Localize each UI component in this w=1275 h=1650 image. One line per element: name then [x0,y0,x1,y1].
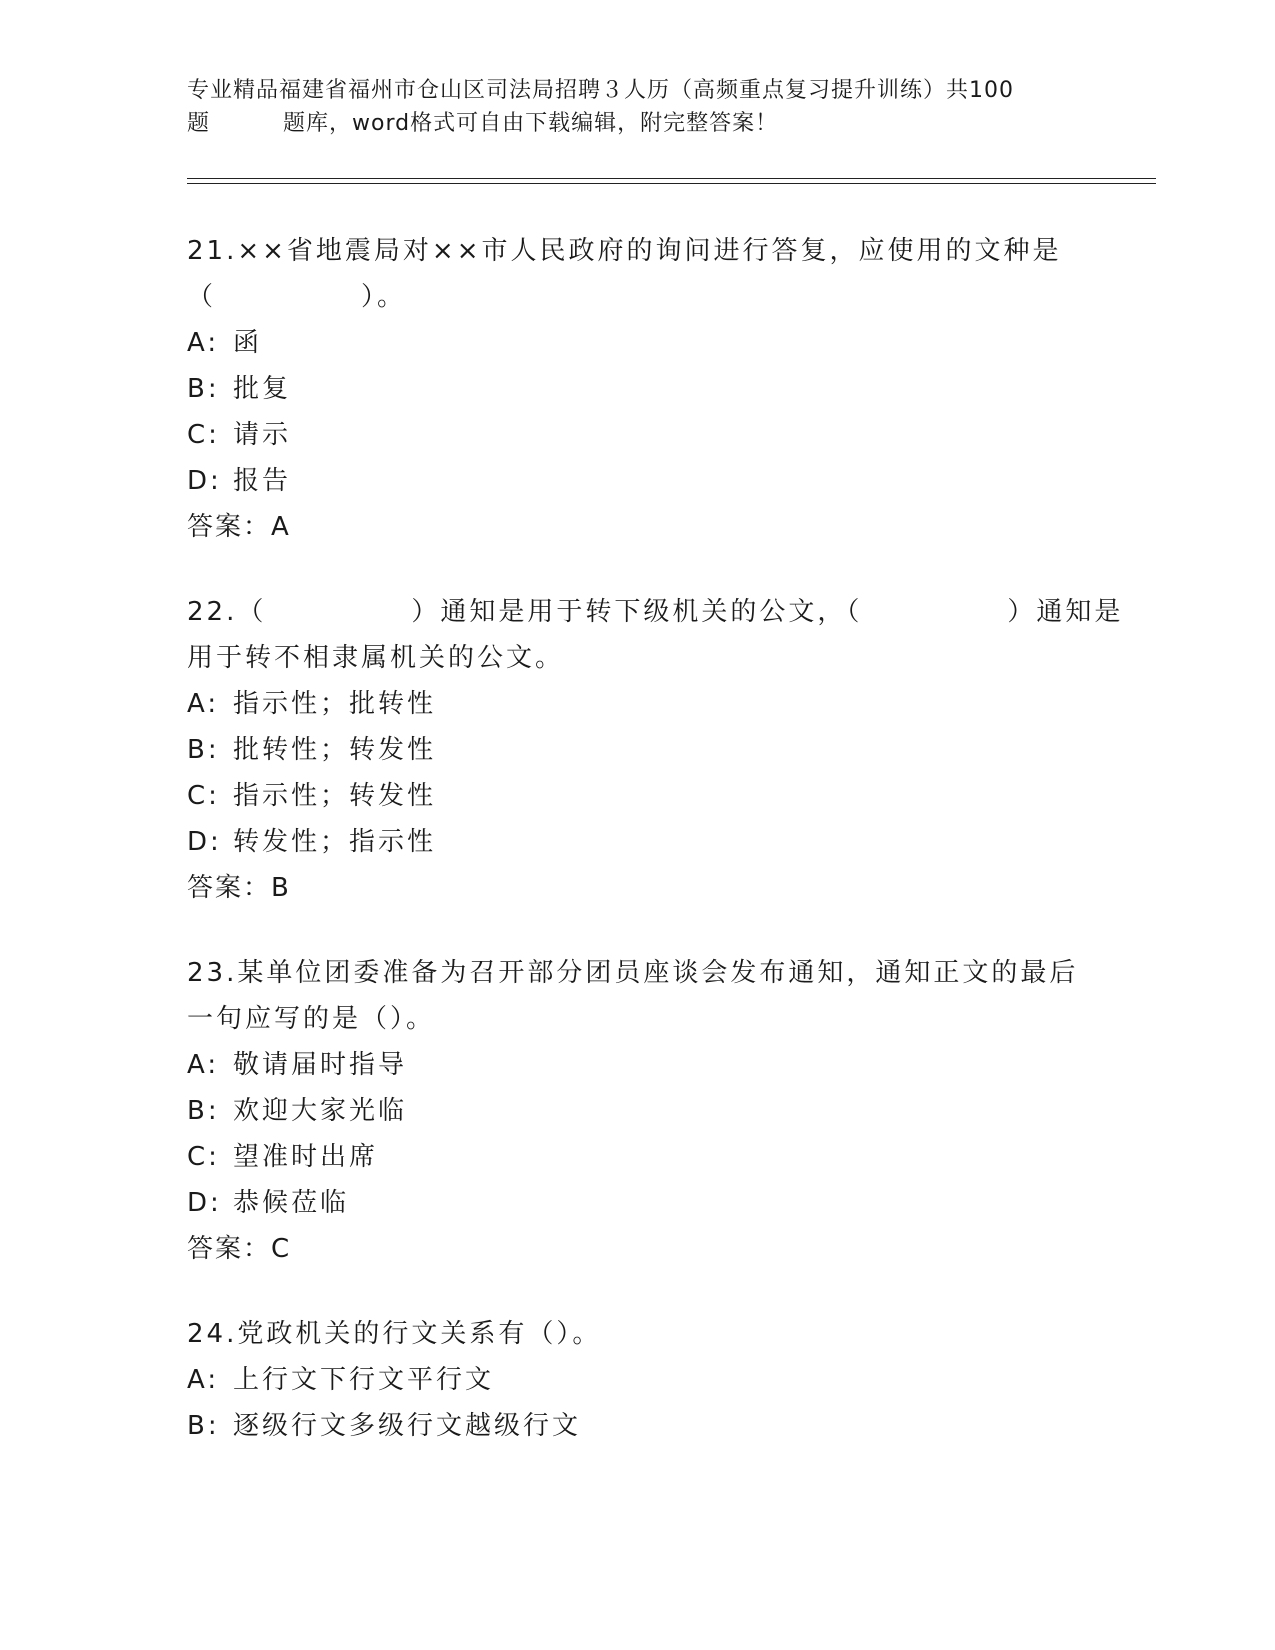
question-stem: 21.××省地震局对××市人民政府的询问进行答复，应使用的文种是 [187,236,1062,266]
header-title-line2-left: 题 [187,111,211,136]
option-text: 望准时出席 [233,1142,379,1172]
option-letter: C: [187,1142,220,1172]
option-text: 转发性；指示性 [233,827,437,857]
question-stem: 24.党政机关的行文关系有（）。 [187,1319,602,1349]
option-letter: D: [187,1188,222,1218]
option-b [187,727,1087,773]
header-rule-top [187,178,1156,179]
option-a [187,681,1087,727]
answer-line: 答案：A [187,512,291,542]
option-letter: B: [187,735,220,765]
option-text: 函 [233,328,263,358]
option-letter: B: [187,1096,220,1126]
header-rule-bottom [187,183,1156,184]
option-letter: A: [187,1365,220,1395]
question-24 [187,1311,1087,1449]
option-b [187,1403,1087,1449]
question-stem-continued: 用于转不相隶属机关的公文。 [187,643,565,673]
option-text: 欢迎大家光临 [233,1096,408,1126]
header-title-line2 [187,107,1087,140]
option-text: 批转性；转发性 [233,735,437,765]
option-text: 请示 [233,420,292,450]
option-text: 上行文下行文平行文 [233,1365,495,1395]
option-letter: A: [187,328,220,358]
option-text: 指示性；批转性 [233,689,437,719]
option-letter: A: [187,689,220,719]
option-a [187,320,1087,366]
option-letter: B: [187,374,220,404]
option-letter: C: [187,781,220,811]
option-d [187,819,1087,865]
option-text: 敬请届时指导 [233,1050,408,1080]
option-text: 批复 [233,374,292,404]
option-c [187,1134,1087,1180]
question-stem: 23.某单位团委准备为召开部分团员座谈会发布通知，通知正文的最后 [187,958,1079,988]
option-a [187,1042,1087,1088]
answer-line: 答案：B [187,873,291,903]
question-22 [187,589,1124,911]
option-a [187,1357,1087,1403]
question-23 [187,950,1087,1272]
option-text: 指示性；转发性 [233,781,437,811]
option-letter: C: [187,420,220,450]
question-stem: 22.（ ）通知是用于转下级机关的公文，（ ）通知是 [187,597,1124,627]
option-text: 恭候莅临 [233,1188,350,1218]
question-stem-continued: 一句应写的是（）。 [187,1004,436,1034]
answer-line: 答案：C [187,1234,292,1264]
question-stem-continued: （ ）。 [187,282,407,312]
option-c [187,412,1087,458]
option-letter: D: [187,466,222,496]
option-text: 逐级行文多级行文越级行文 [233,1411,582,1441]
question-21 [187,228,1087,550]
option-b [187,1088,1087,1134]
header-title-line1: 专业精品福建省福州市仓山区司法局招聘３人历（高频重点复习提升训练）共100 [187,78,1014,103]
option-letter: B: [187,1411,220,1441]
option-text: 报告 [233,466,292,496]
option-letter: A: [187,1050,220,1080]
option-c [187,773,1087,819]
option-d [187,458,1087,504]
option-letter: D: [187,827,222,857]
header-title-line2-right: 题库，word格式可自由下载编辑，附完整答案！ [283,111,779,136]
option-b [187,366,1087,412]
option-d [187,1180,1087,1226]
document-header [187,74,1087,140]
